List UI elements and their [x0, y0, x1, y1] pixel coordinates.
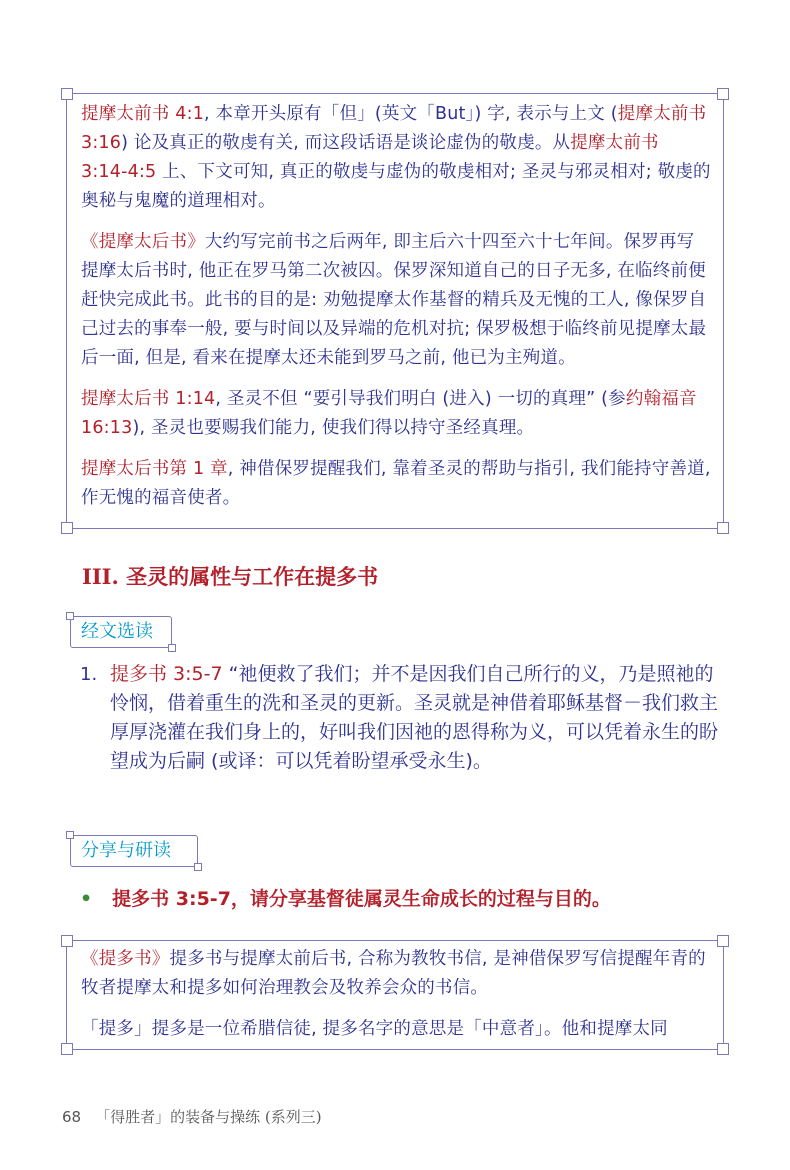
list-number: 1.	[80, 664, 98, 685]
paragraph-text: 提多书与提摩太前后书, 合称为教牧书信, 是神借保罗写信提醒年青的牧者提摩太和提多如何治理教会及牧养会众的书信。	[81, 949, 706, 998]
book-title: 《提多书》	[81, 949, 170, 969]
prompt-text: 提多书 3:5-7，请分享基督徒属灵生命成长的过程与目的。	[112, 888, 611, 910]
scripture-reference: 提摩太后书 1:14	[81, 389, 216, 409]
section-title: III. 圣灵的属性与工作在提多书	[82, 564, 379, 589]
commentary-box-1	[66, 93, 724, 529]
commentary-paragraph	[81, 385, 711, 443]
sharing-tag: 分享与研读	[70, 835, 198, 867]
reading-tag: 经文选读	[70, 616, 172, 648]
paragraph-text: ) 论及真正的敬虔有关, 而这段话语是谈论虚伪的敬虔。从	[121, 133, 571, 153]
commentary-paragraph	[81, 945, 711, 1003]
verse-text: “祂便救了我们；并不是因我们自己所行的义，乃是照祂的怜悯，借着重生的洗和圣灵的更新。圣灵就是神借着耶稣基督－我们救主厚厚浇灌在我们身上的，好叫我们因祂的恩得称为义，可以凭着永生的盼望成为后嗣 (或译：可以凭着盼望承受永生)。	[110, 663, 719, 772]
paragraph-text: , 本章开头原有「但」(英文「But」) 字, 表示与上文 (	[204, 104, 618, 124]
scripture-reference: 提摩太前书 3:16	[81, 104, 707, 153]
bullet-icon: •	[80, 888, 93, 910]
commentary-paragraph	[81, 228, 711, 373]
reading-list-item	[80, 660, 730, 776]
paragraph-text: ), 圣灵也要赐我们能力, 使我们得以持守圣经真理。	[132, 418, 535, 438]
commentary-paragraph	[81, 1015, 711, 1044]
scripture-reference: 提摩太后书第 1 章	[81, 459, 228, 479]
book-title: 《提摩太后书》	[81, 232, 205, 252]
scripture-reference: 提摩太前书 3:14-4:5	[81, 133, 659, 182]
paragraph-text: , 圣灵不但 “要引导我们明白 (进入) 一切的真理” (参	[215, 389, 626, 409]
commentary-box-2	[66, 940, 724, 1050]
book-series-title: 「得胜者」的装备与操练 (系列三)	[95, 1108, 322, 1126]
page-number: 68	[62, 1108, 82, 1126]
commentary-paragraph	[81, 455, 711, 513]
paragraph-text: 大约写完前书之后两年, 即主后六十四至六十七年间。保罗再写提摩太后书时, 他正在罗马第二次被囚。保罗深知道自己的日子无多, 在临终前便赶快完成此书。此书的目的是: 劝勉提摩太作基督的精兵及无愧的工人, 像保罗自己过去的事奉一般, 要与时间以及异端的危机对抗; 保罗极想于临终前见提摩太最后一面, 但是, 看来在提摩太还未能到罗马之前, 他已为主殉道。	[81, 232, 707, 368]
commentary-paragraph	[81, 100, 711, 216]
paragraph-text: 「提多」提多是一位希腊信徒, 提多名字的意思是「中意者」。他和提摩太同	[81, 1019, 668, 1039]
list-text	[110, 660, 730, 776]
scripture-reference: 约翰福音 16:13	[81, 389, 697, 438]
page-footer	[62, 1106, 322, 1127]
scripture-reference: 提多书 3:5-7	[110, 663, 223, 685]
scripture-reference: 提摩太前书 4:1	[81, 104, 205, 124]
paragraph-text: 上、下文可知, 真正的敬虔与虚伪的敬虔相对; 圣灵与邪灵相对; 敬虔的奥秘与鬼魔的道理相对。	[81, 162, 711, 211]
discussion-prompt	[80, 884, 611, 911]
paragraph-text: , 神借保罗提醒我们, 靠着圣灵的帮助与指引, 我们能持守善道, 作无愧的福音使者。	[81, 459, 711, 508]
